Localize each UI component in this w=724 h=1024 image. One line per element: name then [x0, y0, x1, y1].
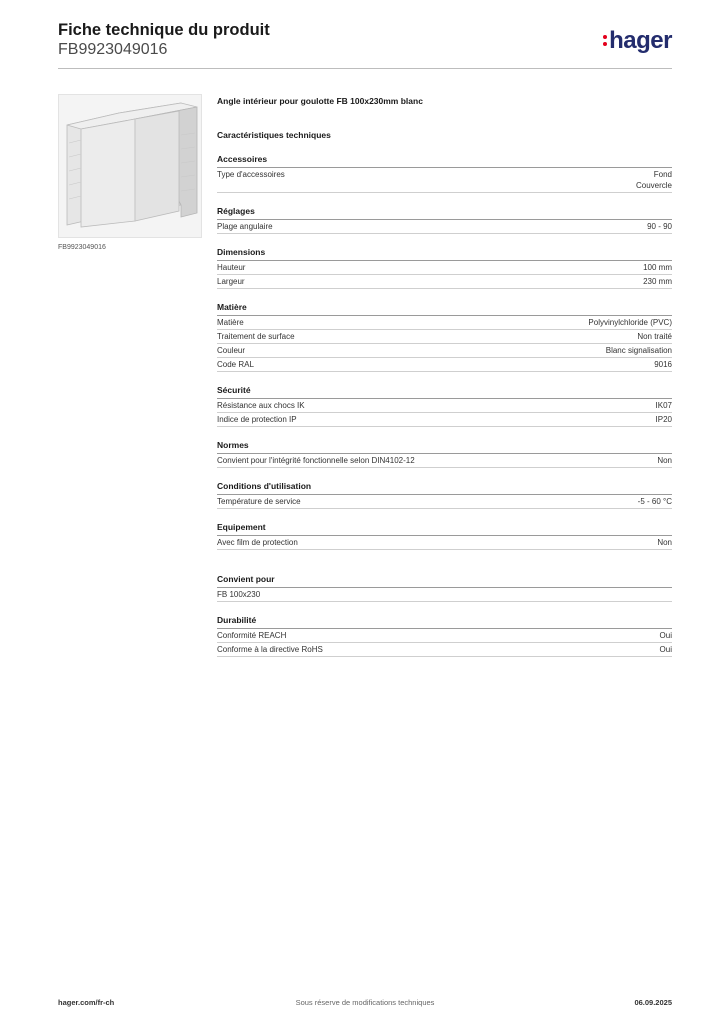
spec-row — [217, 330, 672, 344]
spec-value: 90 - 90 — [647, 222, 672, 231]
spec-value: IK07 — [655, 401, 672, 410]
spec-value: 230 mm — [643, 277, 672, 286]
spec-label: Type d'accessoires — [217, 170, 285, 179]
section-title: Dimensions — [217, 247, 672, 261]
spec-value-line: Couvercle — [635, 181, 672, 190]
section-title: Conditions d'utilisation — [217, 481, 672, 495]
spec-label: Résistance aux chocs IK — [217, 401, 305, 410]
spec-row — [217, 344, 672, 358]
spec-label: Indice de protection IP — [217, 415, 297, 424]
spec-row — [217, 261, 672, 275]
spec-row — [217, 495, 672, 509]
section-title: Equipement — [217, 522, 672, 536]
spec-value — [636, 169, 672, 191]
spec-heading: Caractéristiques techniques — [217, 130, 331, 140]
page-title: Fiche technique du produit — [58, 21, 270, 39]
section-title: Sécurité — [217, 385, 672, 399]
image-caption: FB9923049016 — [58, 244, 106, 251]
section-equipement — [217, 522, 672, 550]
spec-row — [217, 536, 672, 550]
product-reference: FB9923049016 — [58, 41, 168, 58]
logo-text: hager — [609, 27, 672, 54]
spec-value: 100 mm — [643, 263, 672, 272]
spec-value: Non — [657, 456, 672, 465]
footer-date: 06.09.2025 — [634, 998, 672, 1007]
section-normes — [217, 440, 672, 468]
product-name: Angle intérieur pour goulotte FB 100x230mm blanc — [217, 96, 423, 106]
spec-label: Conforme à la directive RoHS — [217, 645, 323, 654]
section-title: Matière — [217, 302, 672, 316]
spec-row — [217, 399, 672, 413]
hager-logo — [603, 28, 672, 54]
spec-label: FB 100x230 — [217, 590, 261, 599]
section-dimensions — [217, 247, 672, 289]
logo-dots-icon — [603, 35, 607, 49]
section-durabilite — [217, 615, 672, 657]
spec-label: Convient pour l'intégrité fonctionnelle selon DIN4102-12 — [217, 456, 415, 465]
spec-value: Oui — [659, 645, 672, 654]
section-title: Réglages — [217, 206, 672, 220]
section-title: Normes — [217, 440, 672, 454]
spec-row — [217, 643, 672, 657]
spec-label: Température de service — [217, 497, 301, 506]
section-matiere — [217, 302, 672, 372]
section-securite — [217, 385, 672, 427]
section-title: Accessoires — [217, 154, 672, 168]
spec-label: Matière — [217, 318, 244, 327]
section-conditions — [217, 481, 672, 509]
spec-label: Plage angulaire — [217, 222, 273, 231]
page-header — [58, 20, 672, 60]
spec-row — [217, 454, 672, 468]
spec-label: Avec film de protection — [217, 538, 298, 547]
spec-value: Non — [657, 538, 672, 547]
spec-value: 9016 — [654, 360, 672, 369]
spec-label: Largeur — [217, 277, 245, 286]
spec-label: Conformité REACH — [217, 631, 287, 640]
section-accessoires — [217, 154, 672, 193]
spec-value: IP20 — [655, 415, 672, 424]
spec-label: Hauteur — [217, 263, 246, 272]
spec-row — [217, 588, 672, 602]
spec-row — [217, 168, 672, 193]
spec-value: Blanc signalisation — [605, 346, 672, 355]
spec-value: Polyvinylchloride (PVC) — [588, 318, 672, 327]
footer-disclaimer: Sous réserve de modifications techniques — [295, 998, 435, 1007]
footer-website-link[interactable]: hager.com/fr-ch — [58, 998, 115, 1007]
spec-label: Couleur — [217, 346, 246, 355]
spec-value: Non traité — [637, 332, 672, 341]
spec-row — [217, 629, 672, 643]
spec-row — [217, 220, 672, 234]
spec-label: Traitement de surface — [217, 332, 295, 341]
spec-label: Code RAL — [217, 360, 254, 369]
section-convient-pour — [217, 574, 672, 602]
header-divider — [58, 68, 672, 69]
section-title: Durabilité — [217, 615, 672, 629]
spec-row — [217, 316, 672, 330]
spec-row — [217, 358, 672, 372]
spec-row — [217, 275, 672, 289]
spec-value-line: Fond — [653, 170, 672, 179]
spec-row — [217, 413, 672, 427]
spec-value: Oui — [659, 631, 672, 640]
product-image — [58, 94, 202, 238]
section-title: Convient pour — [217, 574, 672, 588]
corner-duct-illustration — [59, 95, 201, 237]
spec-content — [217, 95, 672, 657]
section-reglages — [217, 206, 672, 234]
spec-value: -5 - 60 °C — [637, 497, 672, 506]
